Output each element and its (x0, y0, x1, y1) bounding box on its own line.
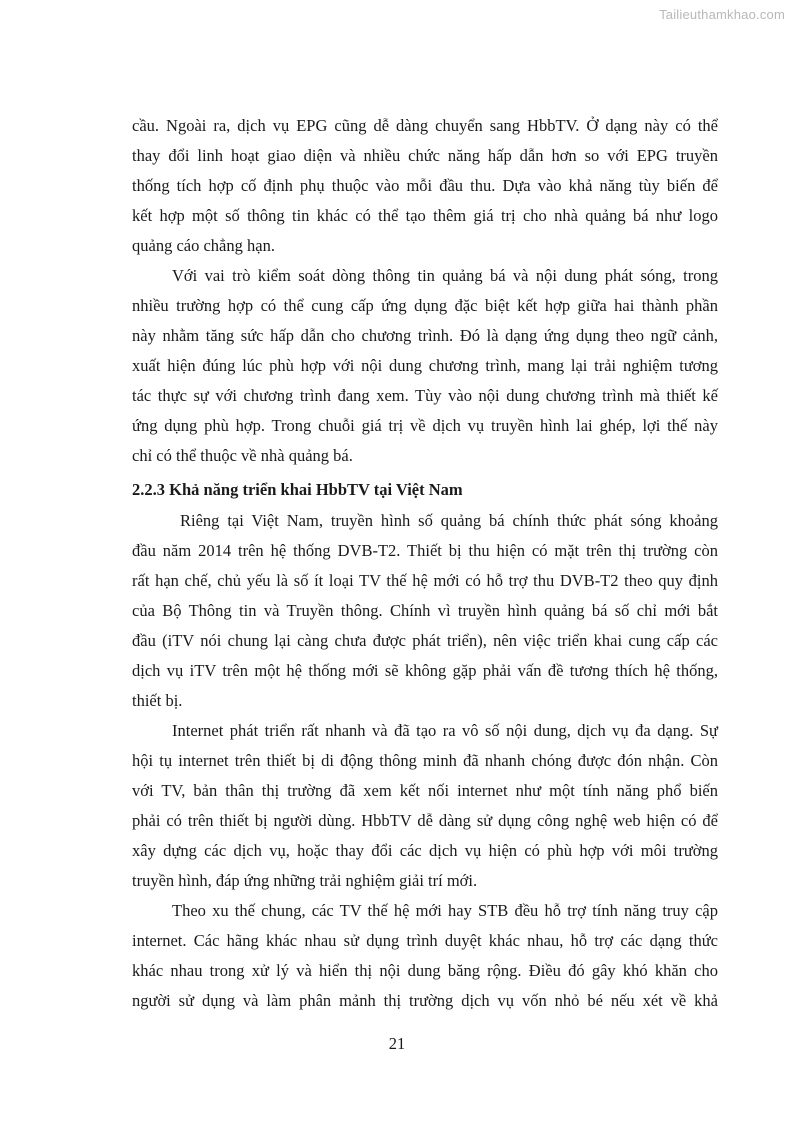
paragraph (132, 716, 718, 896)
text-line: internet. Các hãng khác nhau sử dụng trình duyệt khác nhau, hỗ trợ các dạng thức (132, 931, 718, 950)
page-number: 21 (388, 1034, 406, 1053)
text-line: khác nhau trong xử lý và hiển thị nội dung băng rộng. Điều đó gây khó khăn cho (132, 961, 718, 980)
text-line: hội tụ internet trên thiết bị di động thông minh đã nhanh chóng được đón nhận. Còn (132, 751, 718, 770)
text-line: quảng cáo chẳng hạn. (132, 236, 275, 255)
text-line: dịch vụ iTV trên một hệ thống mới sẽ không gặp phải vấn đề tương thích hệ thống, (132, 661, 718, 680)
watermark: Tailieuthamkhao.com (659, 7, 785, 22)
paragraph (132, 896, 718, 1016)
text-line: truyền hình, đáp ứng những trải nghiệm giải trí mới. (132, 871, 478, 890)
paragraph (132, 111, 718, 261)
document-body (132, 111, 718, 1016)
text-line: ứng dụng phù hợp. Trong chuỗi giá trị về dịch vụ truyền hình lai ghép, lợi thế này (132, 416, 718, 435)
text-line: nhiều trường hợp có thể cung cấp ứng dụng đặc biệt kết hợp giữa hai thành phần (132, 296, 718, 315)
text-line: chỉ có thể thuộc về nhà quảng bá. (132, 446, 353, 465)
text-line: Internet phát triển rất nhanh và đã tạo ra vô số nội dung, dịch vụ đa dạng. Sự (172, 721, 718, 740)
text-line: rất hạn chế, chủ yếu là số ít loại TV thế hệ mới có hỗ trợ thu DVB-T2 theo quy định (132, 571, 718, 590)
text-line: phải có trên thiết bị người dùng. HbbTV dễ dàng sử dụng công nghệ web hiện có để (132, 811, 718, 830)
text-line: cầu. Ngoài ra, dịch vụ EPG cũng dễ dàng chuyển sang HbbTV. Ở dạng này có thể (132, 116, 718, 135)
text-line: đầu (iTV nói chung lại càng chưa được phát triển), nên việc triển khai cung cấp các (132, 631, 718, 650)
text-line: đầu năm 2014 trên hệ thống DVB-T2. Thiết bị thu hiện có mặt trên thị trường còn (132, 541, 718, 560)
text-line: thống tích hợp cố định phụ thuộc vào mỗi đầu thu. Dựa vào khả năng tùy biến để (132, 176, 718, 195)
text-line: thiết bị. (132, 691, 183, 710)
text-line: xuất hiện đúng lúc phù hợp với nội dung chương trình, mang lại trải nghiệm tương (132, 356, 718, 375)
text-line: Riêng tại Việt Nam, truyền hình số quảng bá chính thức phát sóng khoảng (180, 511, 718, 530)
text-line: xây dựng các dịch vụ, hoặc thay đổi các dịch vụ hiện có phù hợp với môi trường (132, 841, 718, 860)
text-line: Theo xu thế chung, các TV thế hệ mới hay STB đều hỗ trợ tính năng truy cập (172, 901, 718, 920)
text-line: Với vai trò kiểm soát dòng thông tin quảng bá và nội dung phát sóng, trong (172, 266, 718, 285)
text-line: này nhằm tăng sức hấp dẫn cho chương trình. Đó là dạng ứng dụng theo ngữ cảnh, (132, 326, 718, 345)
text-line: của Bộ Thông tin và Truyền thông. Chính vì truyền hình quảng bá số chỉ mới bắt (132, 601, 718, 620)
text-line: tác thực sự với chương trình đang xem. Tùy vào nội dung chương trình mà thiết kế (132, 386, 718, 405)
text-line: người sử dụng và làm phân mảnh thị trường dịch vụ vốn nhỏ bé nếu xét về khả (132, 991, 718, 1010)
text-line: với TV, bản thân thị trường đã xem kết nối internet như một tính năng phổ biến (132, 781, 718, 800)
paragraph (132, 261, 718, 471)
text-line: thay đổi linh hoạt giao diện và nhiều chức năng hấp dẫn hơn so với EPG truyền (132, 146, 718, 165)
paragraph (132, 506, 718, 716)
text-line: kết hợp một số thông tin khác có thể tạo thêm giá trị cho nhà quảng bá như logo (132, 206, 718, 225)
section-heading: 2.2.3 Khả năng triển khai HbbTV tại Việt Nam (132, 480, 463, 499)
